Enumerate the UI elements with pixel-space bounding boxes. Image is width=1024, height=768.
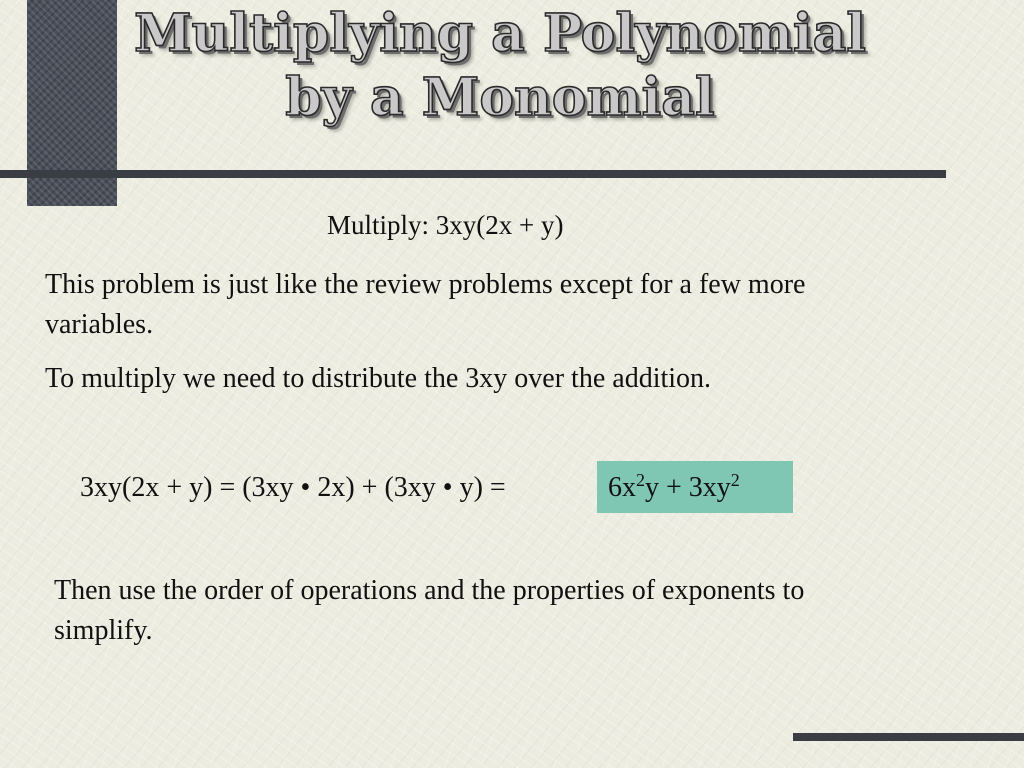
- distribute-paragraph: To multiply we need to distribute the 3xy over the addition.: [45, 363, 712, 394]
- intro-paragraph: This problem is just like the review problems except for a few more variables.: [45, 269, 806, 340]
- bottom-divider-rule: [793, 733, 1024, 741]
- answer-exponent-1: 2: [636, 470, 645, 490]
- top-divider-rule: [0, 170, 946, 178]
- simplify-paragraph: Then use the order of operations and the properties of exponents to simplify.: [54, 575, 805, 646]
- answer-term-2: y + 3xy: [645, 472, 731, 503]
- distribution-equation: 3xy(2x + y) = (3xy • 2x) + (3xy • y) =: [80, 472, 506, 503]
- slide-title-line-1: Multiplying a Polynomial: [133, 3, 867, 64]
- slide-title-line-2: by a Monomial: [285, 67, 715, 128]
- simplified-answer: [608, 468, 740, 508]
- answer-exponent-2: 2: [730, 470, 740, 490]
- multiply-prompt: Multiply: 3xy(2x + y): [327, 210, 564, 240]
- answer-term-1: 6x: [608, 472, 636, 503]
- slide-title: [120, 2, 880, 130]
